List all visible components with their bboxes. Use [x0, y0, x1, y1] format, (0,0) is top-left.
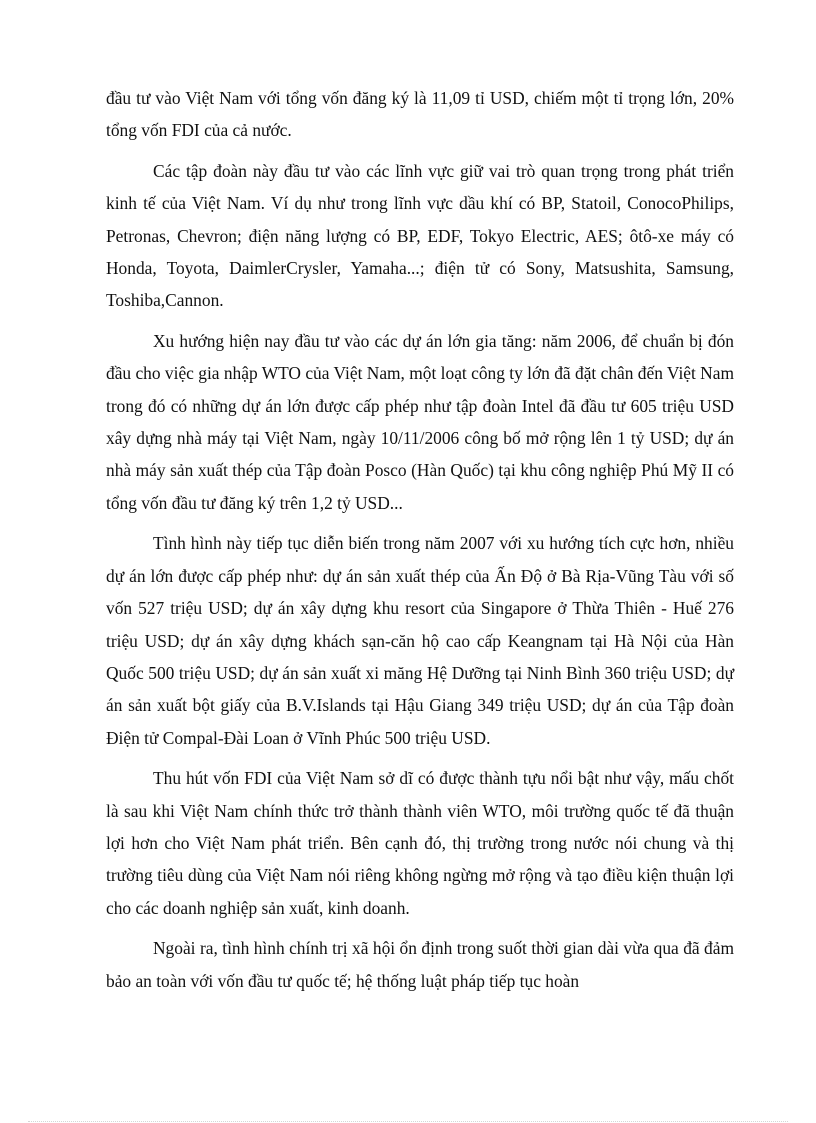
paragraph-wto-factors: Thu hút vốn FDI của Việt Nam sở dĩ có được thành tựu nổi bật như vậy, mấu chốt là sau khi Việt Nam chính thức trở thành thành viên WTO, môi trường quốc tế đã thuận lợi hơn cho Việt Nam phát triển. Bên cạnh đó, thị trường trong nước nói chung và thị trường tiêu dùng của Việt Nam nói riêng không ngừng mở rộng và tạo điều kiện thuận lợi cho các doanh nghiệp sản xuất, kinh doanh.: [106, 768, 734, 918]
paragraph-trend-2007: Tình hình này tiếp tục diễn biến trong năm 2007 với xu hướng tích cực hơn, nhiều dự án lớn được cấp phép như: dự án sản xuất thép của Ấn Độ ở Bà Rịa-Vũng Tàu với số vốn 527 triệu USD; dự án xây dựng khu resort của Singapore ở Thừa Thiên - Huế 276 triệu USD; dự án xây dựng khách sạn-căn hộ cao cấp Keangnam tại Hà Nội của Hàn Quốc 500 triệu USD; dự án sản xuất xi măng Hệ Dưỡng tại Ninh Bình 360 triệu USD; dự án sản xuất bột giấy của B.V.Islands tại Hậu Giang 349 triệu USD; dự án của Tập đoàn Điện tử Compal-Đài Loan ở Vĩnh Phúc 500 triệu USD.: [106, 533, 734, 748]
page-bottom-divider: [28, 1121, 788, 1122]
paragraph-trend-2006: Xu hướng hiện nay đầu tư vào các dự án lớn gia tăng: năm 2006, để chuẩn bị đón đầu cho việc gia nhập WTO của Việt Nam, một loạt công ty lớn đã đặt chân đến Việt Nam trong đó có những dự án lớn được cấp phép như tập đoàn Intel đã đầu tư 605 triệu USD xây dựng nhà máy tại Việt Nam, ngày 10/11/2006 công bố mở rộng lên 1 tỷ USD; dự án nhà máy sản xuất thép của Tập đoàn Posco (Hàn Quốc) tại khu công nghiệp Phú Mỹ II có tổng vốn đầu tư đăng ký trên 1,2 tỷ USD...: [106, 330, 734, 513]
document-body: [106, 82, 734, 1005]
paragraph-corporations: Các tập đoàn này đầu tư vào các lĩnh vực giữ vai trò quan trọng trong phát triển kinh tế của Việt Nam. Ví dụ như trong lĩnh vực dầu khí có BP, Statoil, ConocoPhilips, Petronas, Chevron; điện năng lượng có BP, EDF, Tokyo Electric, AES; ôtô-xe máy có Honda, Toyota, DaimlerCrysler, Yamaha...; điện tử có Sony, Matsushita, Samsung, Toshiba,Cannon.: [106, 160, 734, 311]
paragraph-political-stability: Ngoài ra, tình hình chính trị xã hội ổn định trong suốt thời gian dài vừa qua đã đảm bảo an toàn với vốn đầu tư quốc tế; hệ thống luật pháp tiếp tục hoàn: [106, 938, 734, 991]
paragraph-continuation: đầu tư vào Việt Nam với tổng vốn đăng ký là 11,09 tỉ USD, chiếm một tỉ trọng lớn, 20% tổng vốn FDI của cả nước.: [106, 88, 734, 141]
